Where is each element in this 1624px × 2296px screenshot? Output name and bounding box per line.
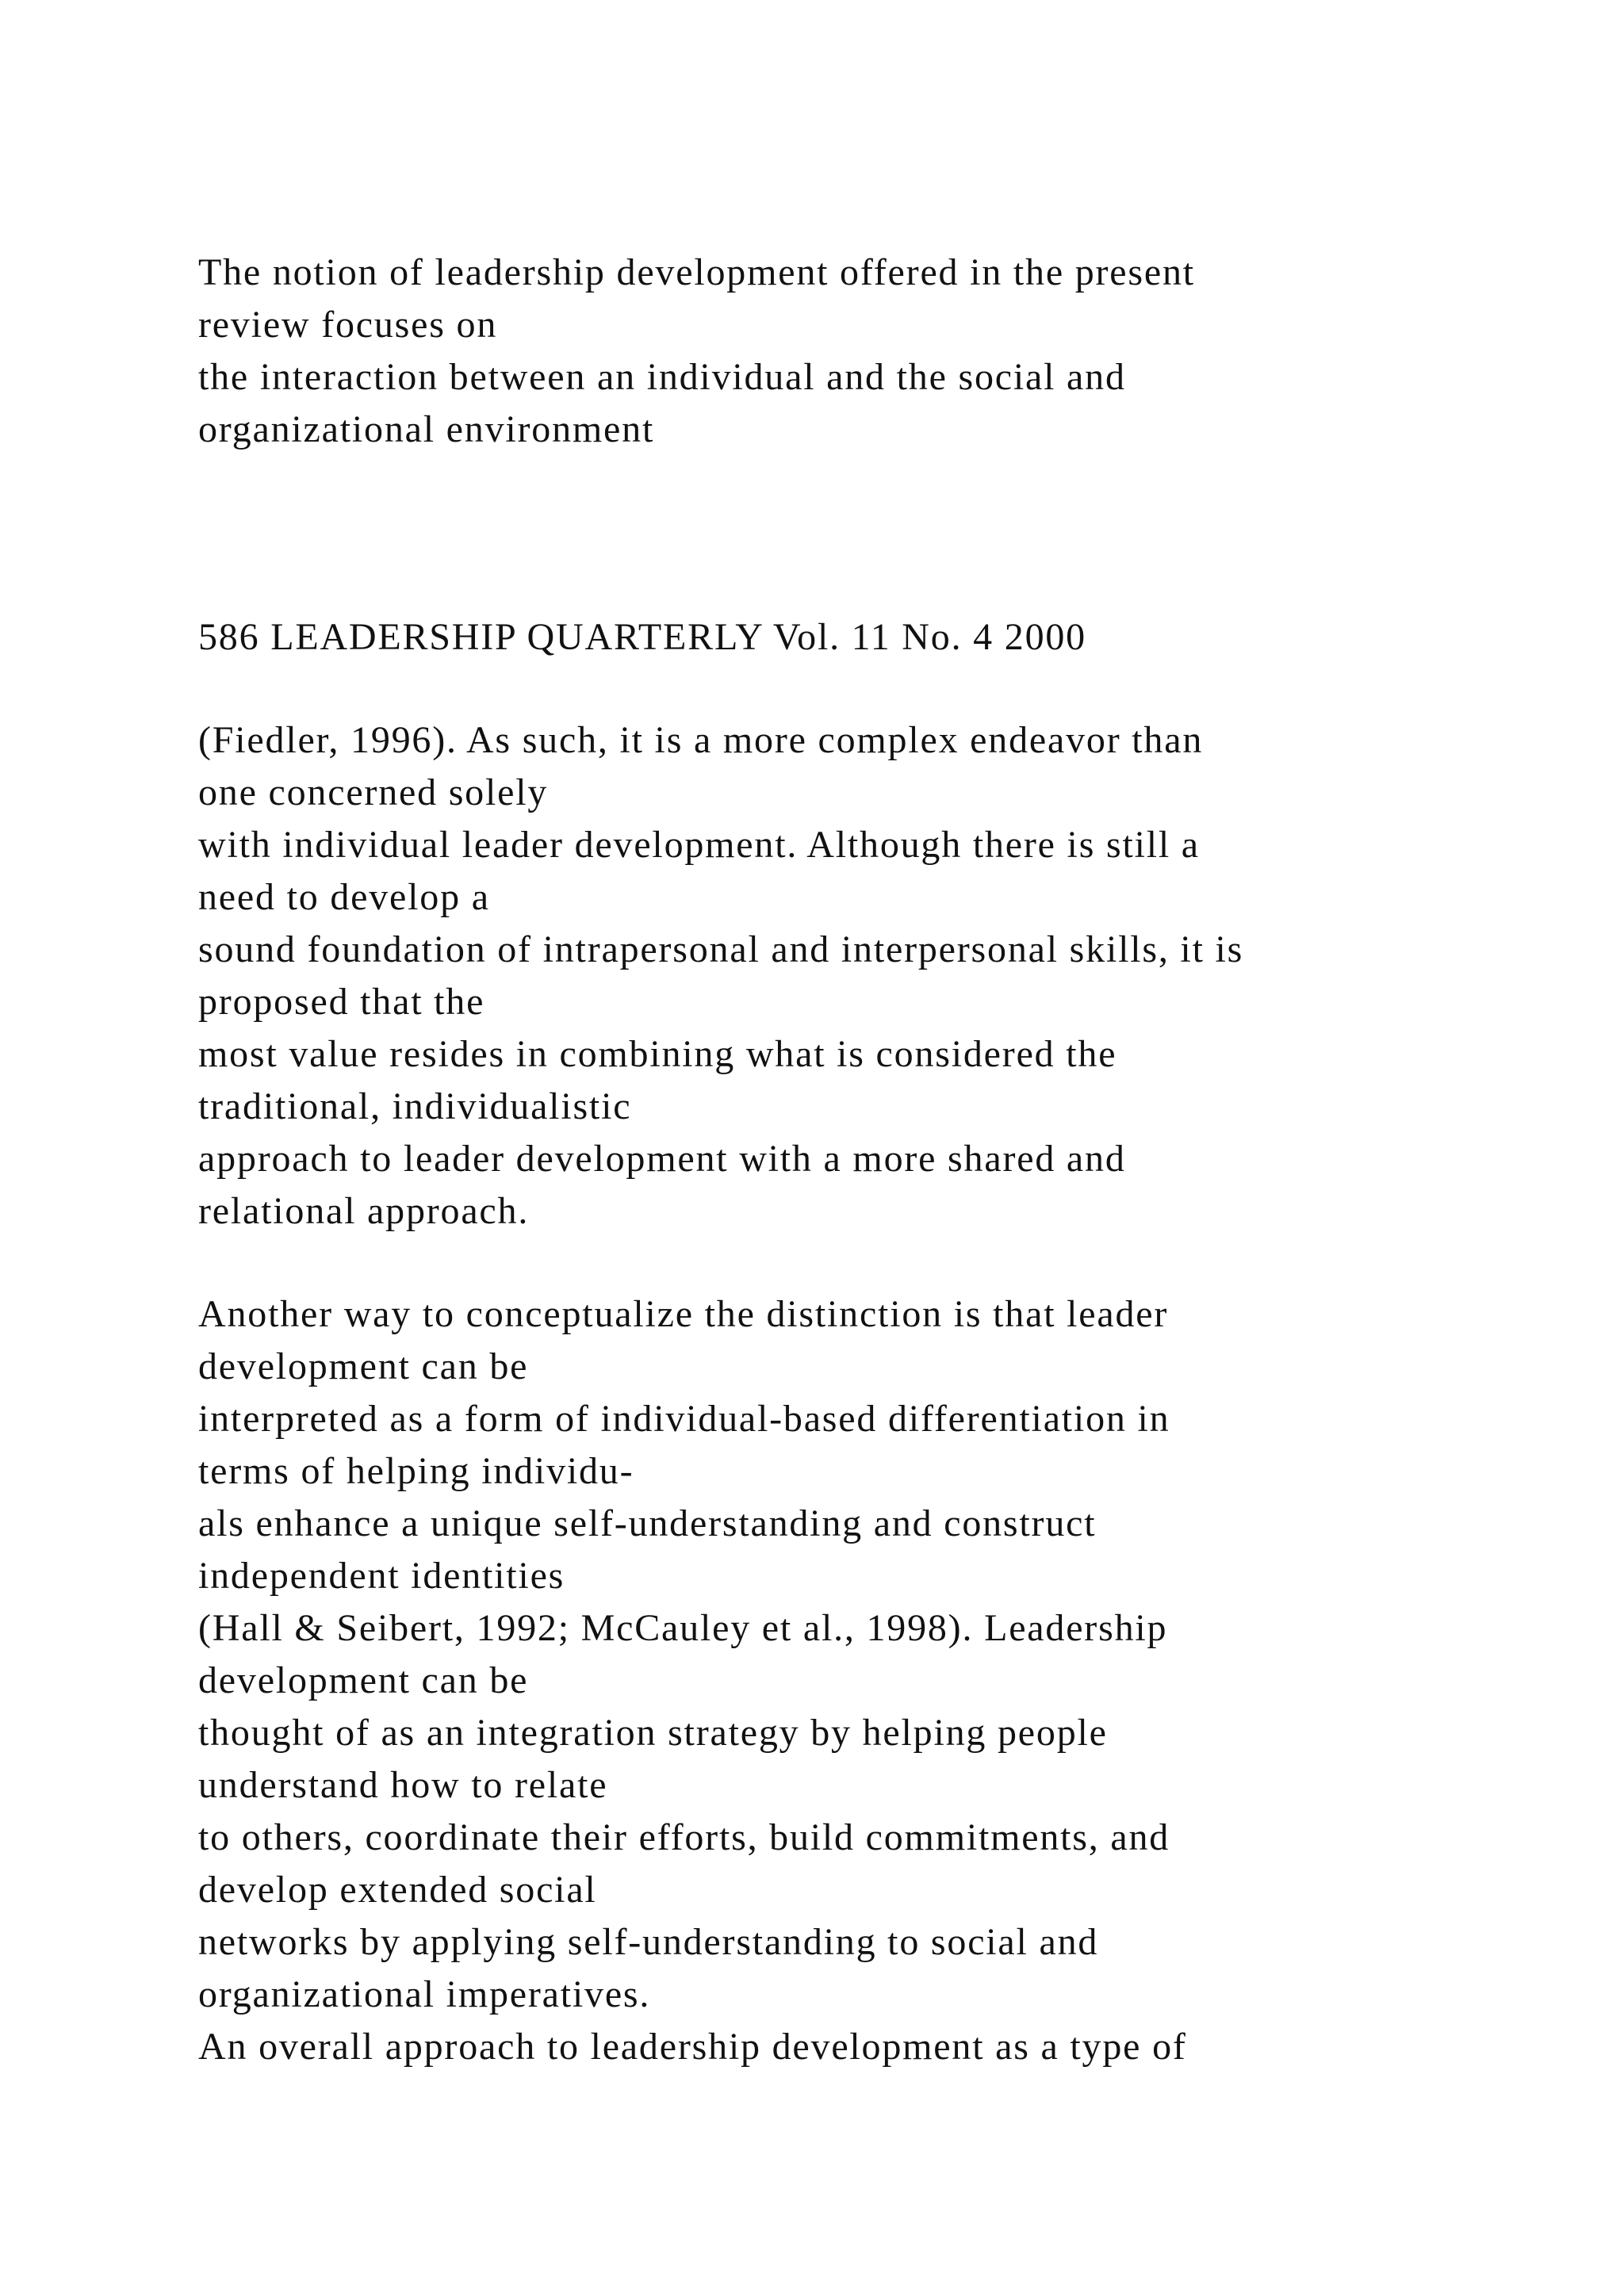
text-line: terms of helping individu- xyxy=(198,1450,634,1492)
text-line: thought of as an integration strategy by helping people xyxy=(198,1712,1108,1754)
text-line: networks by applying self-understanding to social and xyxy=(198,1921,1099,1963)
text-line: als enhance a unique self-understanding and construct xyxy=(198,1502,1097,1544)
journal-header-line: 586 LEADERSHIP QUARTERLY Vol. 11 No. 4 2000 xyxy=(198,616,1086,658)
text-line: interpreted as a form of individual-based differentiation in xyxy=(198,1398,1170,1440)
text-line: independent identities xyxy=(198,1555,565,1597)
text-line: proposed that the xyxy=(198,981,485,1023)
text-line: the interaction between an individual and the social and xyxy=(198,356,1126,398)
text-line: understand how to relate xyxy=(198,1764,608,1806)
text-line: most value resides in combining what is considered the xyxy=(198,1033,1117,1075)
text-line: traditional, individualistic xyxy=(198,1085,632,1127)
text-line: development can be xyxy=(198,1659,529,1701)
text-line: (Fiedler, 1996). As such, it is a more complex endeavor than xyxy=(198,719,1204,761)
text-line: approach to leader development with a more shared and xyxy=(198,1138,1126,1180)
text-line: organizational imperatives. xyxy=(198,1973,651,2015)
text-line: need to develop a xyxy=(198,876,490,918)
text-line: to others, coordinate their efforts, build commitments, and xyxy=(198,1816,1170,1858)
text-line: The notion of leadership development offered in the present xyxy=(198,251,1195,293)
text-line: review focuses on xyxy=(198,304,498,346)
text-line: with individual leader development. Although there is still a xyxy=(198,824,1200,866)
text-line: sound foundation of intrapersonal and interpersonal skills, it is xyxy=(198,928,1244,970)
text-line: organizational environment xyxy=(198,408,655,450)
text-line: develop extended social xyxy=(198,1869,597,1911)
text-line: relational approach. xyxy=(198,1190,530,1232)
text-line: An overall approach to leadership development as a type of xyxy=(198,2026,1187,2068)
text-line: (Hall & Seibert, 1992; McCauley et al., 1998). Leadership xyxy=(198,1607,1168,1649)
text-line: development can be xyxy=(198,1345,529,1387)
text-line: one concerned solely xyxy=(198,771,549,813)
text-line: Another way to conceptualize the distinction is that leader xyxy=(198,1293,1169,1335)
